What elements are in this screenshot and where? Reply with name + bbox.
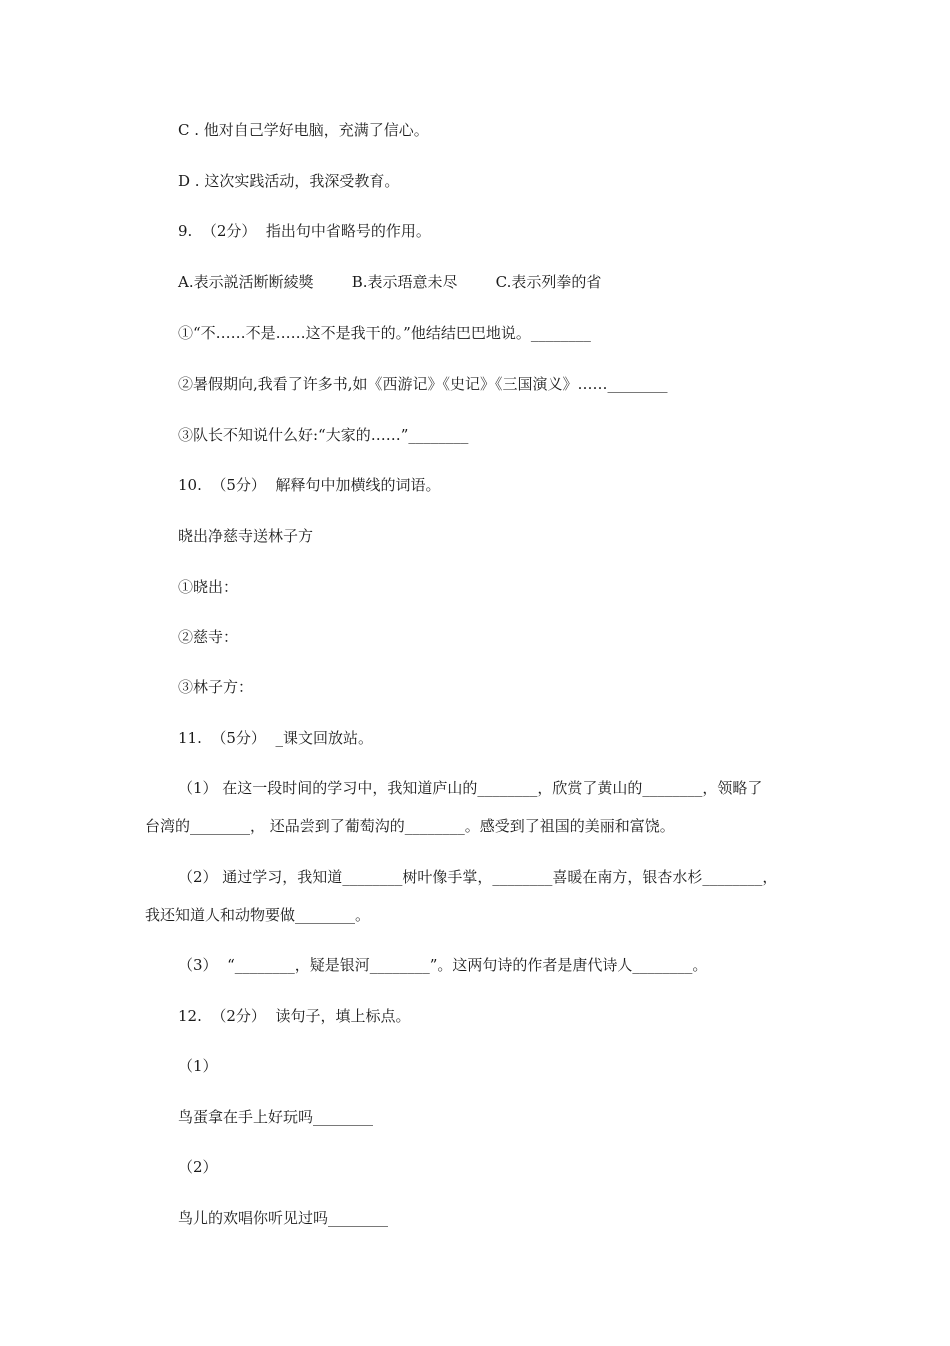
question-9-sentence-3: ③队长不知说什么好:“大家的……”________: [178, 426, 469, 444]
question-9-choices: A.表示説活断断綾獎 B.表示珸意未尽 C.表示列拳的省: [178, 273, 602, 291]
question-9-sentence-1: ①“不……不是……这不是我干的。”他结结巴巴地说。________: [178, 324, 591, 342]
question-11-part-2-line-1: （2） 通过学习，我知道________树叶像手掌，________喜暖在南方，银杏水杉________，: [178, 868, 778, 886]
question-11-part-3: （3） “________，疑是银河________”。这两句诗的作者是唐代诗人________。: [178, 956, 708, 974]
question-10-answer-1: ①晓出：: [178, 578, 239, 596]
question-11-title: 11. （5分） _课文回放站。: [178, 729, 373, 747]
question-10-poem-title: 晓出净慈寺送林子方: [178, 527, 314, 545]
question-9-sentence-2: ②暑假期向,我看了许多书,如《西游记》《史记》《三国演义》……________: [178, 375, 668, 393]
option-d: D . 这次实践活动，我深受教育。: [178, 172, 400, 190]
question-10-answer-2: ②慈寺：: [178, 628, 239, 646]
question-12-sentence-2: 鸟儿的欢唱你听见过吗________: [178, 1209, 389, 1227]
question-10-title: 10. （5分） 解释句中加横线的词语。: [178, 476, 441, 494]
question-11-part-1-line-1: （1） 在这一段时间的学习中，我知道庐山的________，欣赏了黄山的________，领略了: [178, 779, 763, 797]
question-12-title: 12. （2分） 读句子，填上标点。: [178, 1007, 411, 1025]
question-11-part-1-line-2: 台湾的________， 还品尝到了葡萄沟的________。感受到了祖国的美丽和富饶。: [145, 817, 675, 835]
option-c: C . 他对自己学好电脑，充满了信心。: [178, 121, 429, 139]
question-9-title: 9. （2分） 指出句中省略号的作用。: [178, 222, 431, 240]
question-11-part-2-line-2: 我还知道人和动物要做________。: [145, 906, 371, 924]
question-12-sentence-1: 鸟蛋拿在手上好玩吗________: [178, 1108, 374, 1126]
question-12-sub-2-label: （2）: [178, 1158, 218, 1176]
question-10-answer-3: ③林子方：: [178, 678, 254, 696]
question-12-sub-1-label: （1）: [178, 1057, 218, 1075]
